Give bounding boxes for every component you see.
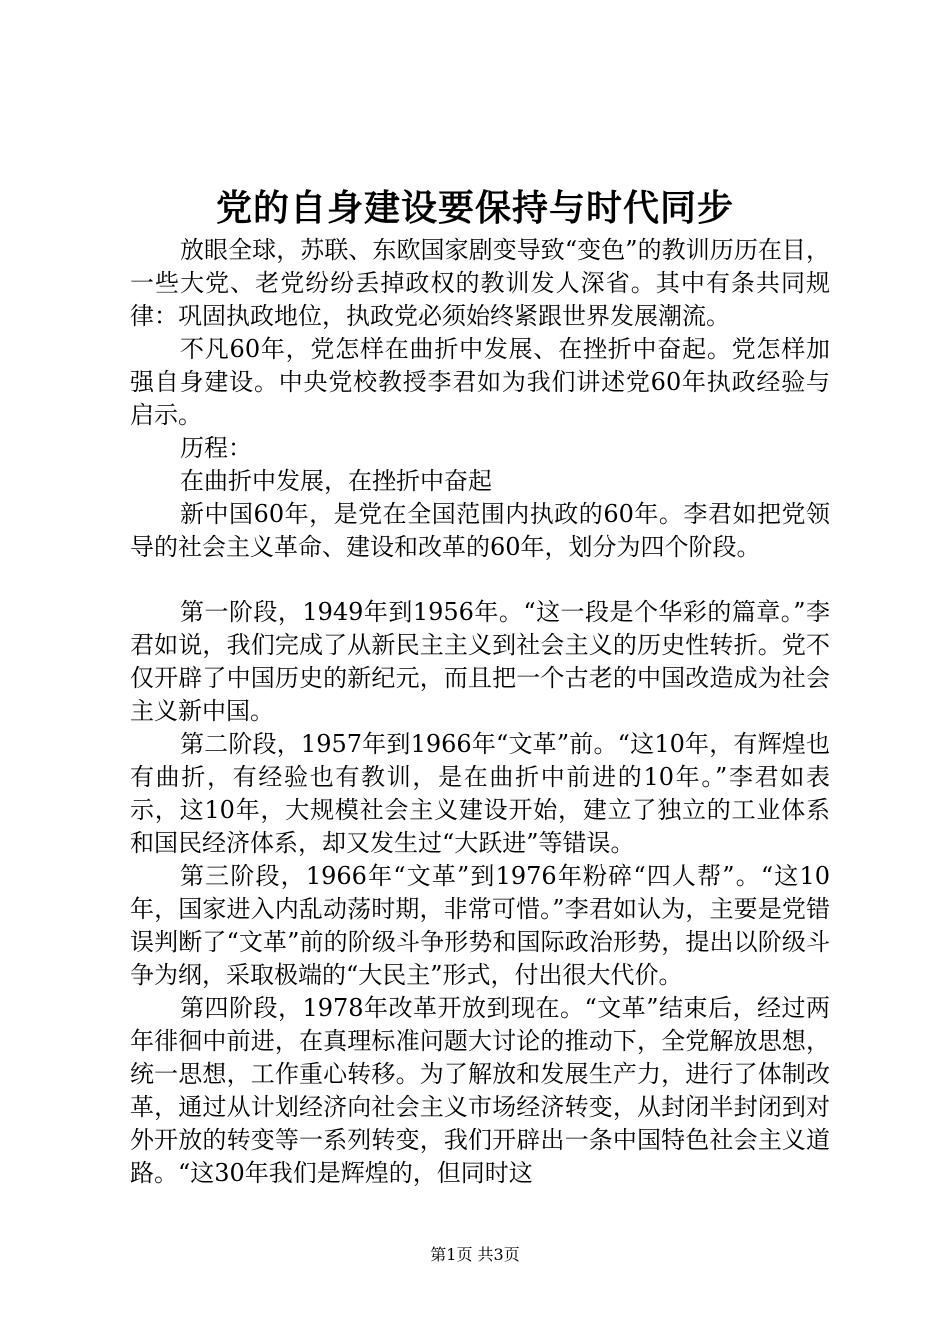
paragraph: 第三阶段，1966年“文革”到1976年粉碎“四人帮”。“这10年，国家进入内乱动荡时期，非常可惜。”李君如认为，主要是党错误判断了“文革”前的阶级斗争形势和国际政治形势，提出以阶级斗争为纲，采取极端的“大民主”形式，付出很大代价。	[130, 862, 830, 989]
paragraph-gap	[130, 564, 830, 596]
paragraph: 第一阶段，1949年到1956年。“这一段是个华彩的篇章。”李君如说，我们完成了从新民主主义到社会主义的历史性转折。党不仅开辟了中国历史的新纪元，而且把一个古老的中国改造成为社会主义新中国。	[130, 598, 830, 725]
paragraph: 第四阶段，1978年改革开放到现在。“文革”结束后，经过两年徘徊中前进，在真理标准问题大讨论的推动下，全党解放思想，统一思想，工作重心转移。为了解放和发展生产力，进行了体制改革，通过从计划经济向社会主义市场经济转变，从封闭半封闭到对外开放的转变等一系列转变，我们开辟出一条中国特色社会主义道路。“这30年我们是辉煌的，但同时这	[130, 994, 830, 1187]
paragraph: 放眼全球，苏联、东欧国家剧变导致“变色”的教训历历在目，一些大党、老党纷纷丢掉政权的教训发人深省。其中有条共同规律：巩固执政地位，执政党必须始终紧跟世界发展潮流。	[130, 236, 830, 330]
page-footer: 第1页 共3页	[430, 1245, 520, 1264]
document-body	[130, 234, 830, 1190]
section-label: 历程：	[180, 434, 252, 462]
paragraph: 第二阶段，1957年到1966年“文革”前。“这10年，有辉煌也有曲折，有经验也有教训，是在曲折中前进的10年。”李君如表示，这10年，大规模社会主义建设开始，建立了独立的工业体系和国民经济体系，却又发生过“大跃进”等错误。	[130, 730, 830, 857]
document-title: 党的自身建设要保持与时代同步	[215, 187, 734, 229]
paragraph: 不凡60年，党怎样在曲折中发展、在挫折中奋起。党怎样加强自身建设。中央党校教授李君如为我们讲述党60年执政经验与启示。	[130, 335, 830, 429]
paragraph: 新中国60年，是党在全国范围内执政的60年。李君如把党领导的社会主义革命、建设和改革的60年，划分为四个阶段。	[130, 500, 830, 561]
section-heading: 在曲折中发展，在挫折中奋起	[180, 467, 492, 495]
